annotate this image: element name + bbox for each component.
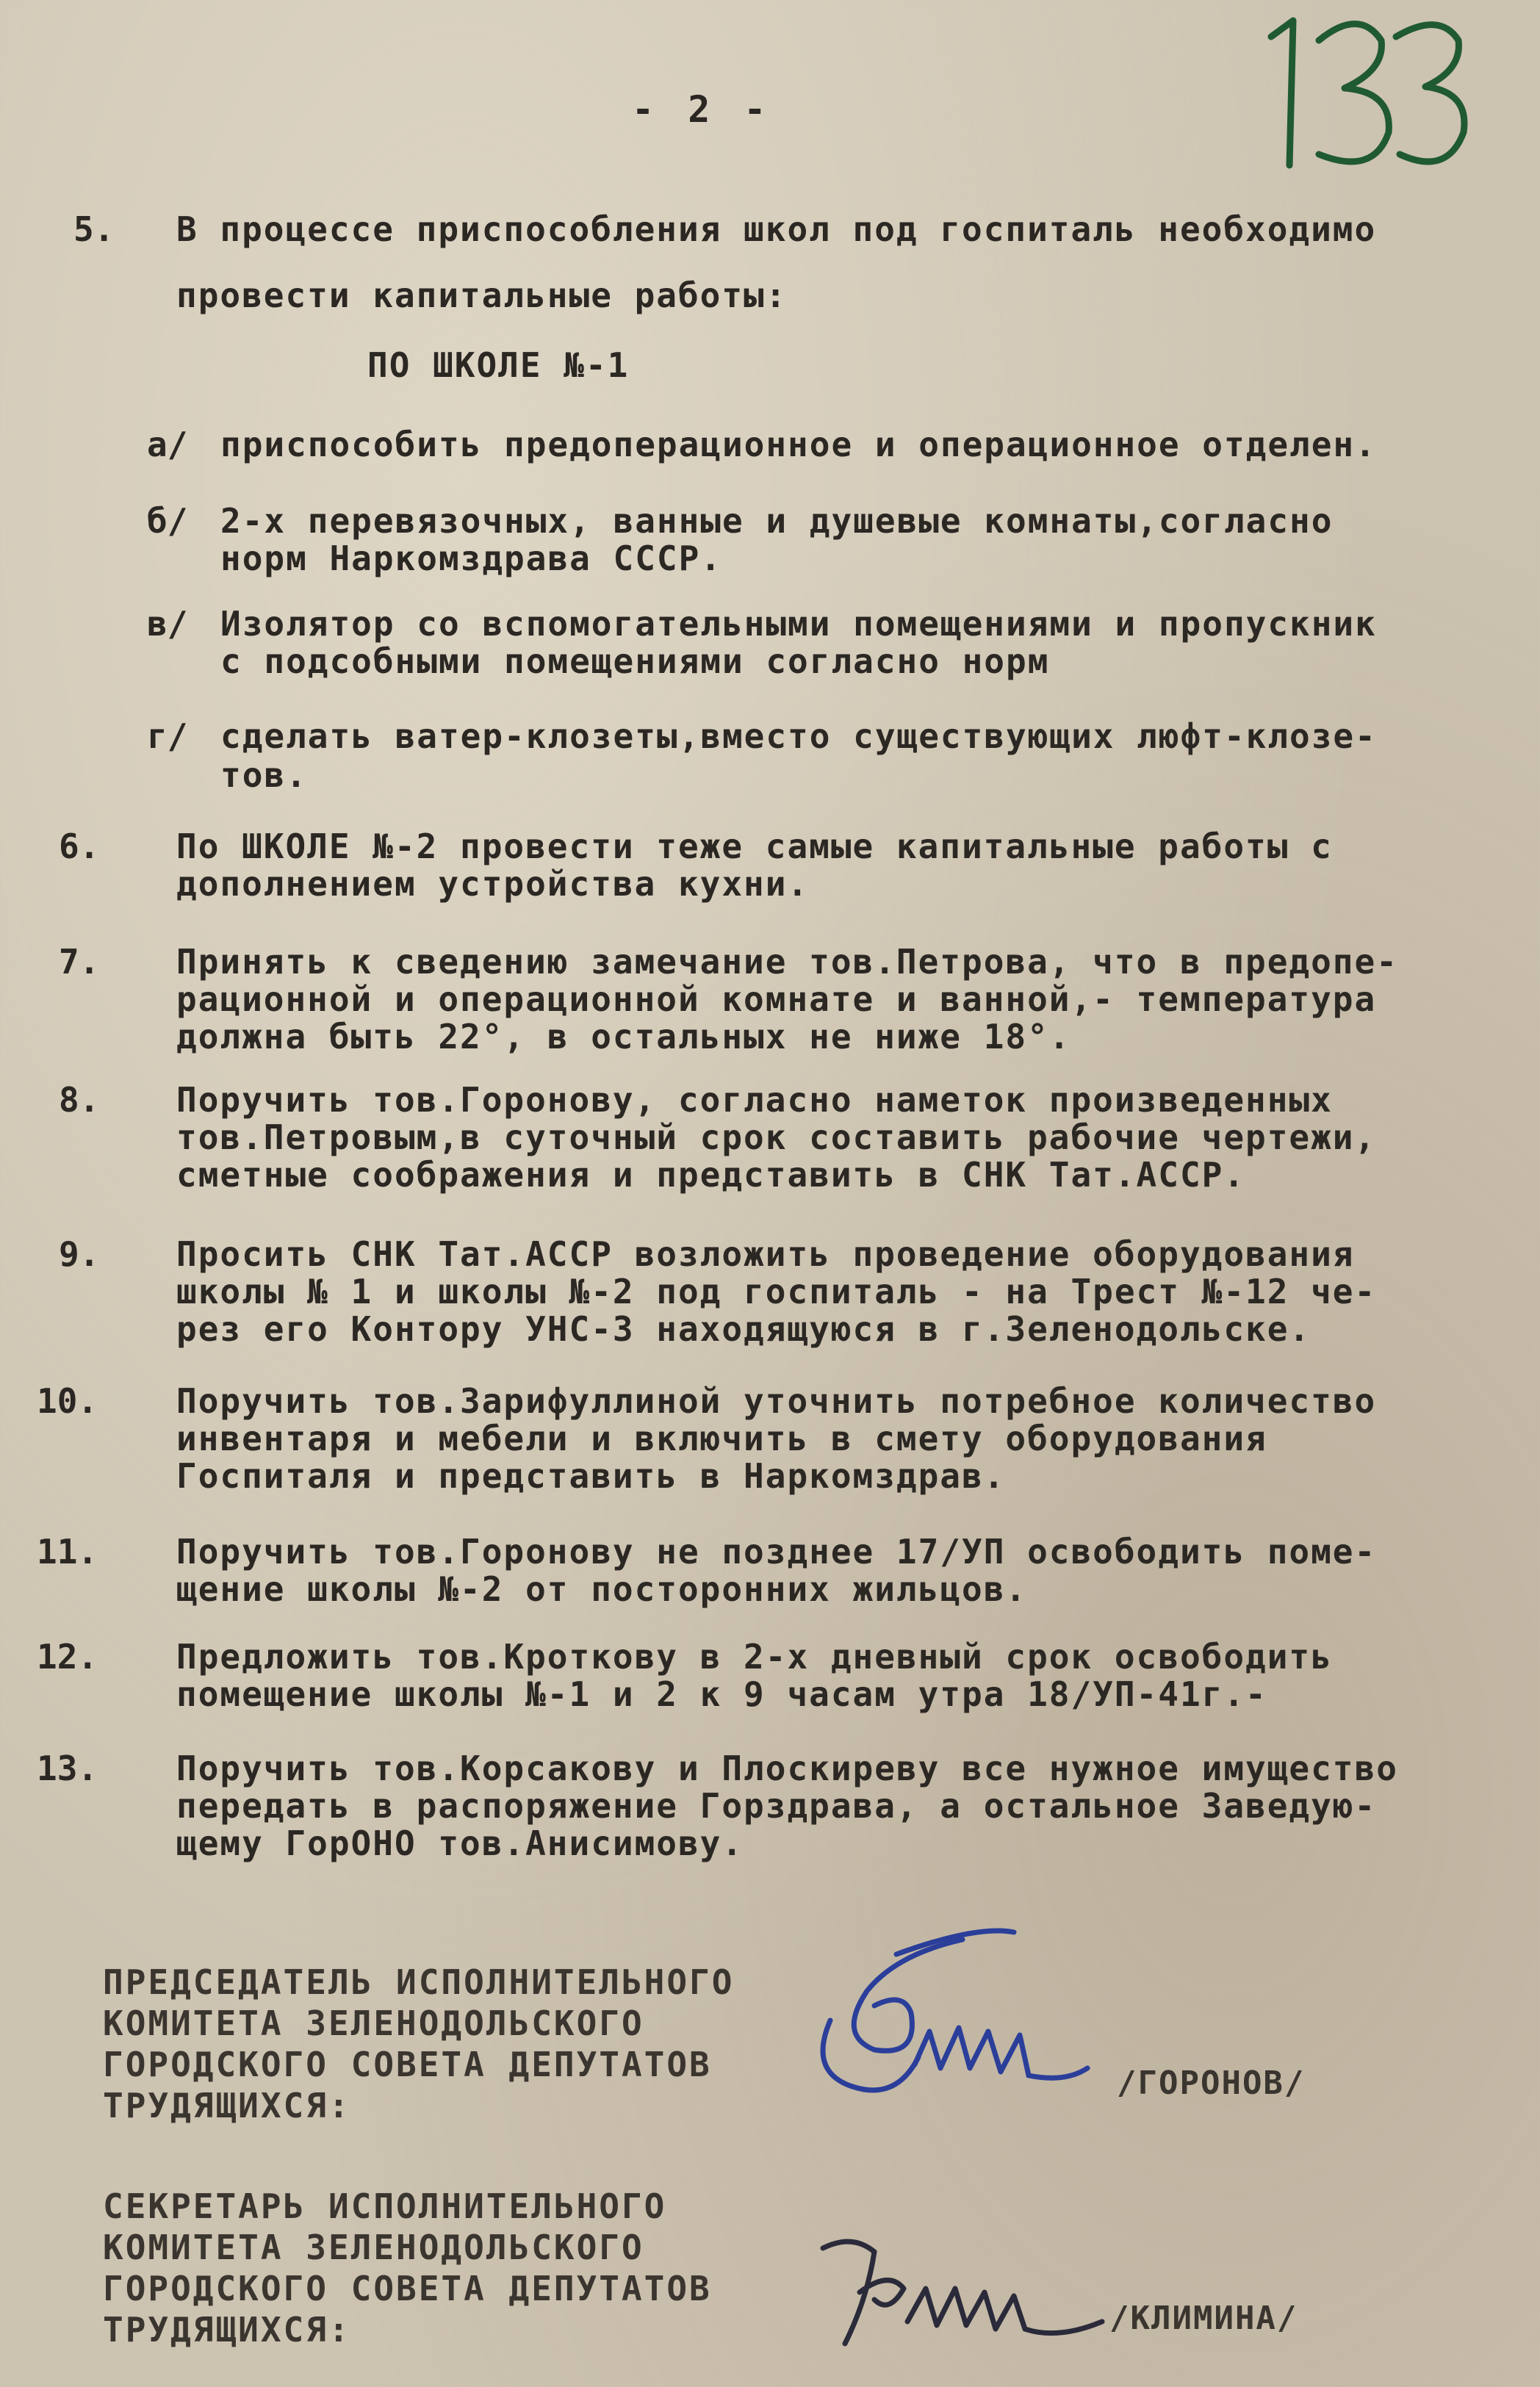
- item-9-line-2: школы № 1 и школы №-2 под госпиталь - на Трест №-12 че-: [176, 1272, 1377, 1311]
- item-8-line-2: тов.Петровым,в суточный срок составить рабочие чертежи,: [176, 1117, 1377, 1157]
- subitem-letter: б/: [147, 501, 188, 541]
- item-7-line-2: рационной и операционной комнате и ванной,- температура: [176, 979, 1377, 1019]
- item-5-line-2: провести капитальные работы:: [176, 276, 788, 315]
- item-number: 7.: [59, 942, 100, 982]
- item-8-line-3: сметные соображения и представить в СНК Тат.АССР.: [176, 1155, 1246, 1195]
- secretary-title-line-3: ГОРОДСКОГО СОВЕТА ДЕПУТАТОВ: [103, 2269, 712, 2308]
- item-12-line-2: помещение школы №-1 и 2 к 9 часам утра 18/УП-41г.-: [176, 1674, 1267, 1714]
- item-13-line-2: передать в распоряжение Горздрава, а остальное Заведую-: [176, 1786, 1377, 1826]
- item-number: 8.: [59, 1080, 100, 1120]
- item-10-line-3: Госпиталя и представить в Наркомздрав.: [176, 1456, 1006, 1496]
- subitem-b-line-1: 2-х перевязочных, ванные и душевые комнаты,согласно: [220, 501, 1334, 541]
- school-1-heading: ПО ШКОЛЕ №-1: [367, 345, 630, 385]
- subitem-a-line-1: приспособить предоперационное и операционное отделен.: [220, 425, 1377, 464]
- item-number: 11.: [37, 1532, 98, 1571]
- item-number: 5.: [73, 209, 115, 249]
- item-13-line-1: Поручить тов.Корсакову и Плоскиреву все нужное имущество: [176, 1749, 1398, 1788]
- item-10-line-1: Поручить тов.Зарифуллиной уточнить потребное количество: [176, 1381, 1377, 1421]
- item-8-line-1: Поручить тов.Горонову, согласно наметок произведенных: [176, 1080, 1333, 1120]
- subitem-letter: г/: [147, 716, 188, 756]
- item-6-line-1: По ШКОЛЕ №-2 провести теже самые капитальные работы с: [176, 827, 1333, 866]
- item-9-line-3: рез его Контору УНС-3 находящуюся в г.Зеленодольске.: [176, 1309, 1311, 1349]
- subitem-g-line-2: тов.: [220, 755, 308, 795]
- page-number: - 2 -: [632, 88, 772, 131]
- secretary-title-line-1: СЕКРЕТАРЬ ИСПОЛНИТЕЛЬНОГО: [103, 2186, 667, 2226]
- archive-number-handwriting: [1249, 7, 1469, 176]
- secretary-name: /КЛИМИНА/: [1109, 2300, 1298, 2337]
- item-number: 12.: [37, 1637, 98, 1677]
- subitem-letter: а/: [147, 425, 188, 464]
- subitem-v-line-1: Изолятор со вспомогательными помещениями и пропускник: [220, 604, 1377, 644]
- item-7-line-1: Принять к сведению замечание тов.Петрова, что в предопе-: [176, 942, 1398, 982]
- item-11-line-2: щение школы №-2 от посторонних жильцов.: [176, 1569, 1028, 1609]
- item-12-line-1: Предложить тов.Кроткову в 2-х дневный срок освободить: [176, 1637, 1333, 1677]
- item-10-line-2: инвентаря и мебели и включить в смету оборудования: [176, 1419, 1267, 1458]
- item-9-line-1: Просить СНК Тат.АССР возложить проведение оборудования: [176, 1234, 1355, 1274]
- subitem-letter: в/: [147, 604, 188, 644]
- secretary-title-line-4: ТРУДЯЩИХСЯ:: [103, 2310, 351, 2350]
- item-13-line-3: щему ГорОНО тов.Анисимову.: [176, 1823, 744, 1863]
- item-number: 9.: [59, 1234, 100, 1274]
- item-5-line-1: В процессе приспособления школ под госпиталь необходимо: [176, 209, 1377, 249]
- chairman-title-line-2: КОМИТЕТА ЗЕЛЕНОДОЛЬСКОГО: [103, 2003, 644, 2043]
- chairman-name: /ГОРОНОВ/: [1117, 2064, 1306, 2102]
- secretary-title-line-2: КОМИТЕТА ЗЕЛЕНОДОЛЬСКОГО: [103, 2228, 644, 2267]
- chairman-title-line-4: ТРУДЯЩИХСЯ:: [103, 2086, 351, 2125]
- chairman-signature: [786, 1910, 1102, 2131]
- secretary-signature-drawing: [808, 2219, 1117, 2366]
- item-6-line-2: дополнением устройства кухни.: [176, 864, 810, 904]
- chairman-title-line-1: ПРЕДСЕДАТЕЛЬ ИСПОЛНИТЕЛЬНОГО: [103, 1962, 735, 2002]
- item-11-line-1: Поручить тов.Горонову не позднее 17/УП освободить поме-: [176, 1532, 1377, 1571]
- item-number: 10.: [37, 1381, 98, 1421]
- item-number: 13.: [37, 1749, 98, 1788]
- chairman-title-line-3: ГОРОДСКОГО СОВЕТА ДЕПУТАТОВ: [103, 2045, 712, 2084]
- item-7-line-3: должна быть 22°, в остальных не ниже 18°.: [176, 1017, 1071, 1056]
- archive-page-number: [1249, 7, 1469, 176]
- subitem-v-line-2: с подсобными помещениями согласно норм: [220, 641, 1050, 681]
- chairman-signature-drawing: [786, 1910, 1102, 2131]
- subitem-b-line-2: норм Наркомздрава СССР.: [220, 539, 722, 578]
- secretary-signature: [808, 2219, 1117, 2366]
- item-number: 6.: [59, 827, 100, 866]
- subitem-g-line-1: сделать ватер-клозеты,вместо существующих люфт-клозе-: [220, 716, 1377, 756]
